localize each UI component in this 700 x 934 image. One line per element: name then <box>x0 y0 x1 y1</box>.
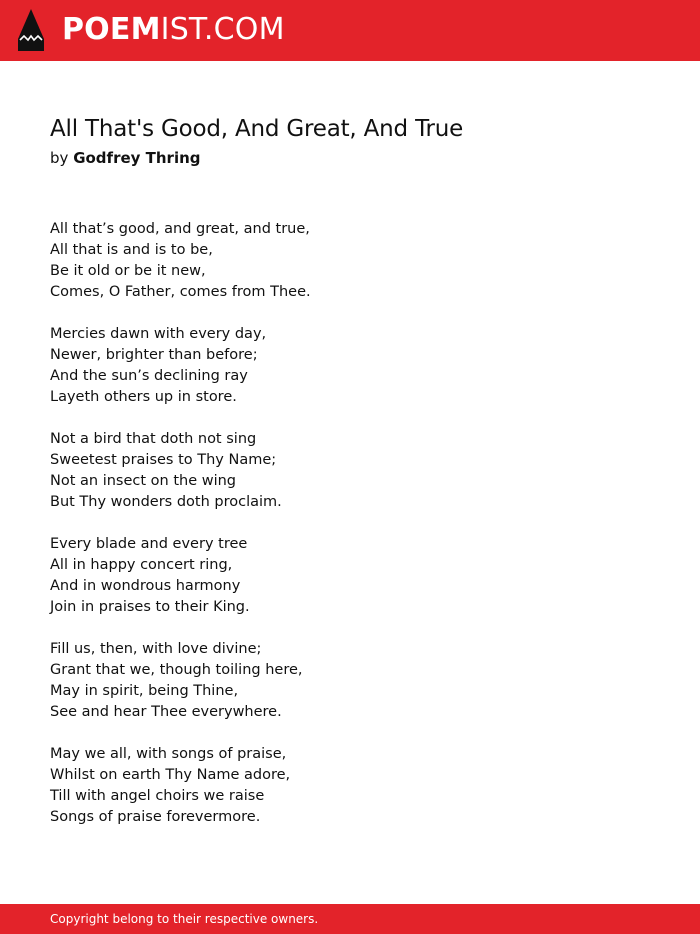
poem-line: Grant that we, though toiling here, <box>50 662 303 678</box>
stanza <box>50 639 650 723</box>
site-header <box>0 0 700 61</box>
author-name: Godfrey Thring <box>73 149 201 167</box>
site-footer <box>0 904 700 934</box>
stanza <box>50 429 650 513</box>
poem-line: Fill us, then, with love divine; <box>50 641 262 657</box>
by-label: by <box>50 149 69 167</box>
poem-line: May we all, with songs of praise, <box>50 746 287 762</box>
poem-line: May in spirit, being Thine, <box>50 683 239 699</box>
poem-line: All that is and is to be, <box>50 242 213 258</box>
stanza <box>50 744 650 828</box>
poem-line: Join in praises to their King. <box>50 599 250 615</box>
poem-line: All that’s good, and great, and true, <box>50 221 310 237</box>
poem-title: All That's Good, And Great, And True <box>50 116 464 142</box>
poem-line: Comes, O Father, comes from Thee. <box>50 284 311 300</box>
poem-line: Whilst on earth Thy Name adore, <box>50 767 291 783</box>
stanza <box>50 324 650 408</box>
poem-line: And in wondrous harmony <box>50 578 241 594</box>
stanza <box>50 534 650 618</box>
poem-line: Songs of praise forevermore. <box>50 809 261 825</box>
poem-line: Sweetest praises to Thy Name; <box>50 452 277 468</box>
poem-line: Every blade and every tree <box>50 536 248 552</box>
logo-text-bold: POEM <box>62 12 161 47</box>
poem-line: Not an insect on the wing <box>50 473 237 489</box>
poem-line: Not a bird that doth not sing <box>50 431 257 447</box>
poem-line: All in happy concert ring, <box>50 557 233 573</box>
poem-line: Mercies dawn with every day, <box>50 326 267 342</box>
poem-line: See and hear Thee everywhere. <box>50 704 282 720</box>
poem-line: Layeth others up in store. <box>50 389 237 405</box>
logo-text-light: IST.COM <box>160 12 285 47</box>
copyright-notice: Copyright belong to their respective owners. <box>50 912 319 926</box>
poem-line: Newer, brighter than before; <box>50 347 258 363</box>
poem-body <box>50 219 650 849</box>
pencil-logo-icon[interactable] <box>18 9 44 51</box>
byline <box>50 149 201 167</box>
poem-line: Till with angel choirs we raise <box>50 788 265 804</box>
poem-line: Be it old or be it new, <box>50 263 206 279</box>
site-logo[interactable] <box>62 12 285 48</box>
stanza <box>50 219 650 303</box>
poem-line: And the sun’s declining ray <box>50 368 248 384</box>
poem-line: But Thy wonders doth proclaim. <box>50 494 282 510</box>
